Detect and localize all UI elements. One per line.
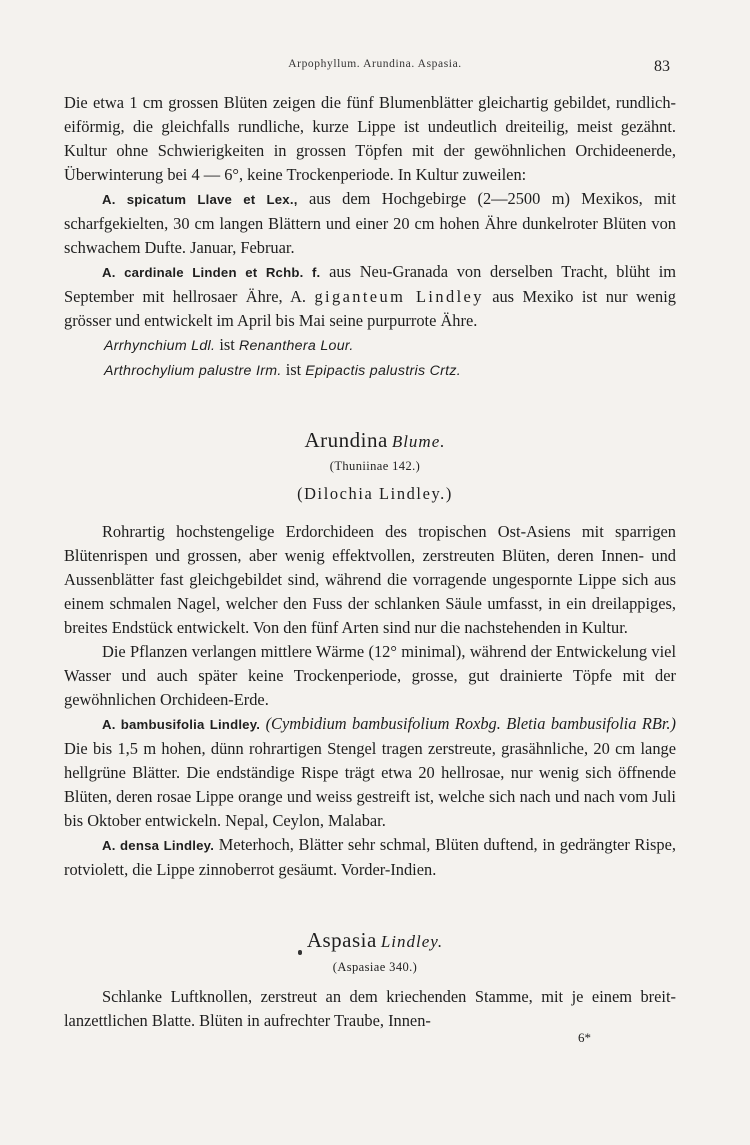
species-entry xyxy=(64,712,676,833)
synonym-target: Renanthera Lour. xyxy=(238,338,354,354)
species-text: Meterhoch, Blätter sehr schmal, Blüten duftend, in gedrängter Rispe, rotviolett, die Lippe zinnoberrot gesäumt. Vorder-Indien. xyxy=(64,835,676,879)
arpophyllum-intro: Die etwa 1 cm grossen Blüten zeigen die fünf Blumenblätter gleichartig gebildet, rundlich-eiförmig, die gleichfalls rundliche, kurze Lippe ist undeutlich dreiteilig, meist gezähnt. Kultur ohne Schwierigkeiten in grossen Töpfen mit der gewöhnlichen Orchideenerde, Überwinterung bei 4 — 6°, keine Trockenperiode. In Kultur zuweilen: xyxy=(64,93,676,184)
genus-title: Arundina xyxy=(304,428,388,452)
genus-description: Rohrartig hochstengelige Erdorchideen des tropischen Ost-Asiens mit sparrigen Blütenrispen und grossen, aber wenig effektvollen, zerstreuten Blüten, deren Innen- und Aussenblätter fast gleichgebildet sind, während die vorragende ungespornte Lippe sich aus einem schmalen Nagel, welcher den Fuss der schlanken Säule umfasst, in ein dreilappiges, breites Endstück entwickelt. Von den fünf Arten sind nur die nachstehenden in Kultur. xyxy=(64,522,676,637)
species-entry xyxy=(64,187,676,260)
species-text: aus dem Hochgebirge (2—2500 m) Mexikos, mit scharfgekielten, 30 cm langen Blättern und einer 20 cm hohen Ähre dunkelroter Blüten von schwachem Dufte. Januar, Februar. xyxy=(64,189,676,257)
synonym-target: Epipactis palustris Crtz. xyxy=(305,363,462,379)
species-text: Die bis 1,5 m hohen, dünn rohrartigen Stengel tragen zerstreute, grasähnliche, 20 cm lange hellgrüne Blätter. Die endständige Rispe trägt etwa 20 hellrosae, nur wenig sich öffnende Blüten, deren rosae Lippe orange und weiss gestreift ist, welche sich nach und nach vom Juli bis Oktober entwickeln. Nepal, Ceylon, Malabar. xyxy=(64,739,676,830)
culture-notes: Die Pflanzen verlangen mittlere Wärme (12° minimal), während der Entwickelung viel Wasser und auch später keine Trockenperiode, grosse, gut drainierte Töpfe mit der gewöhnlichen Orchideen-Erde. xyxy=(64,642,676,709)
running-head: Arpophyllum. Arundina. Aspasia. xyxy=(288,58,462,70)
arpophyllum-section xyxy=(64,91,676,383)
signature-mark: 6* xyxy=(578,1030,591,1045)
species-entry xyxy=(64,833,676,882)
ink-speck xyxy=(298,950,302,955)
genus-author: Lindley. xyxy=(380,932,444,951)
species-text: aus Mexiko ist nur wenig grösser und entwickelt im April bis Mai seine purpurrote Ähre. xyxy=(64,287,677,330)
synonym-line xyxy=(64,358,676,383)
aspasia-section xyxy=(64,985,676,1033)
species-name: A. bambusifolia Lindley. xyxy=(102,717,261,732)
species-entry xyxy=(64,260,676,333)
synonym-genus: Arrhynchium Ldl. xyxy=(104,338,216,354)
arundina-section xyxy=(64,520,676,882)
species-name: A. cardinale Linden et Rchb. f. xyxy=(102,265,321,280)
synonym-genus: Arthrochylium palustre Irm. xyxy=(104,363,282,379)
page-number: 83 xyxy=(654,58,670,75)
species-text: aus Neu-Granada von derselben Tracht, blüht im September mit hellrosaer Ähre, A. xyxy=(64,262,677,306)
genus-tribe: (Aspasiae 340.) xyxy=(332,960,418,974)
synonym-link: ist xyxy=(215,335,239,354)
genus-description: Schlanke Luftknollen, zerstreut an dem kriechenden Stamme, mit je einem breit-lanzettlichen Blatte. Blüten in aufrechter Traube, Innen- xyxy=(64,987,676,1030)
arundina-heading xyxy=(0,428,750,453)
genus-title: Aspasia xyxy=(306,928,377,952)
genus-author: Blume. xyxy=(391,432,446,451)
species-synonyms: (Cymbidium bambusifolium Roxbg. Bletia bambusifolia RBr.) xyxy=(265,714,676,733)
genus-synonym: (Dilochia Lindley.) xyxy=(297,484,453,503)
aspasia-heading xyxy=(0,928,750,953)
species-spaced-name: giganteum Lindley xyxy=(314,287,484,306)
species-name: A. densa Lindley. xyxy=(102,838,215,853)
genus-tribe: (Thuniinae 142.) xyxy=(329,459,421,473)
synonym-line xyxy=(64,333,676,358)
synonym-link: ist xyxy=(281,360,306,379)
species-name: A. spicatum Llave et Lex., xyxy=(102,192,298,207)
